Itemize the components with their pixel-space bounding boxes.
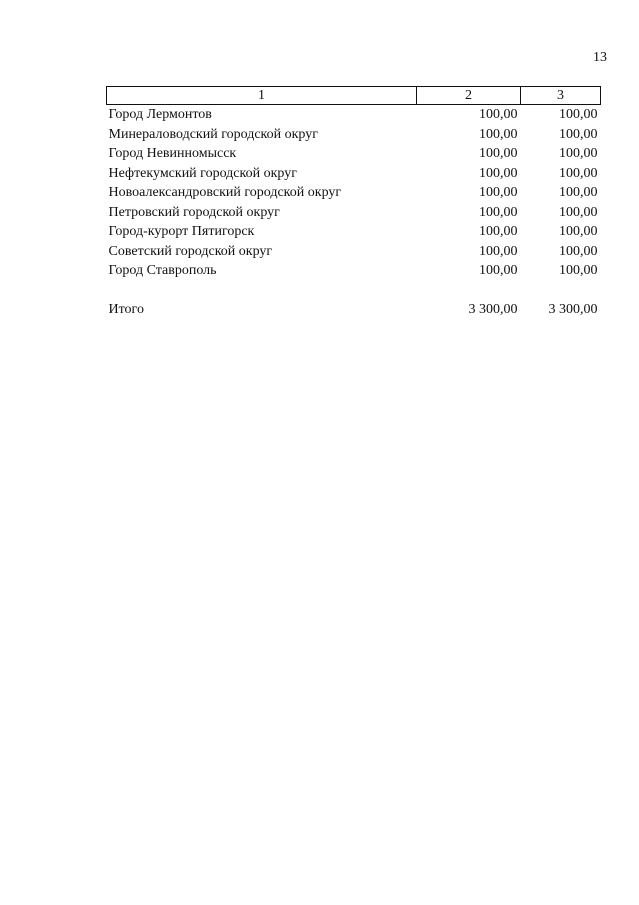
row-value-col-3: 100,00 — [559, 107, 598, 122]
row-name: Новоалександровский городской округ — [108, 185, 342, 200]
row-name: Город Лермонтов — [108, 107, 212, 122]
row-value-col-2: 100,00 — [479, 126, 518, 142]
table-row — [107, 222, 601, 242]
row-value-col-3: 100,00 — [559, 146, 598, 161]
table-row — [107, 164, 601, 184]
row-name: Город Ставрополь — [108, 263, 217, 278]
row-value-col-2: 100,00 — [479, 185, 518, 200]
table-row — [107, 105, 601, 125]
row-value-col-3: 100,00 — [559, 185, 598, 200]
table-row — [107, 242, 601, 262]
row-name: Минераловодский городской округ — [108, 126, 318, 142]
row-name: Петровский городской округ — [108, 204, 280, 220]
row-name: Советский городской округ — [108, 243, 273, 259]
row-value-col-2: 100,00 — [479, 204, 518, 220]
total-value-col-2: 3 300,00 — [468, 302, 518, 317]
row-value-col-2: 100,00 — [479, 243, 518, 259]
row-value-col-3: 100,00 — [559, 204, 598, 220]
table-row — [107, 261, 601, 281]
row-name: Город Невинномысск — [108, 146, 237, 161]
table-spacer-row — [107, 281, 601, 301]
total-label: Итого — [108, 302, 144, 317]
header-col-2: 2 — [417, 87, 521, 105]
header-col-1: 1 — [107, 87, 417, 105]
page-number: 13 — [593, 50, 607, 65]
table-row — [107, 144, 601, 164]
row-value-col-3: 100,00 — [559, 165, 598, 181]
header-col-3: 3 — [521, 87, 601, 105]
data-table — [106, 86, 601, 320]
table-header-row — [107, 87, 601, 105]
row-value-col-2: 100,00 — [479, 107, 518, 122]
row-value-col-3: 100,00 — [559, 126, 598, 142]
row-value-col-3: 100,00 — [559, 224, 598, 239]
row-value-col-2: 100,00 — [479, 146, 518, 161]
row-value-col-2: 100,00 — [479, 165, 518, 181]
table-total-row — [107, 300, 601, 320]
row-value-col-2: 100,00 — [479, 263, 518, 278]
row-value-col-3: 100,00 — [559, 263, 598, 278]
table-row — [107, 183, 601, 203]
table-row — [107, 203, 601, 223]
row-name: Нефтекумский городской округ — [108, 165, 297, 181]
row-value-col-2: 100,00 — [479, 224, 518, 239]
table-row — [107, 125, 601, 145]
total-value-col-3: 3 300,00 — [548, 302, 598, 317]
row-value-col-3: 100,00 — [559, 243, 598, 259]
row-name: Город-курорт Пятигорск — [108, 224, 255, 239]
